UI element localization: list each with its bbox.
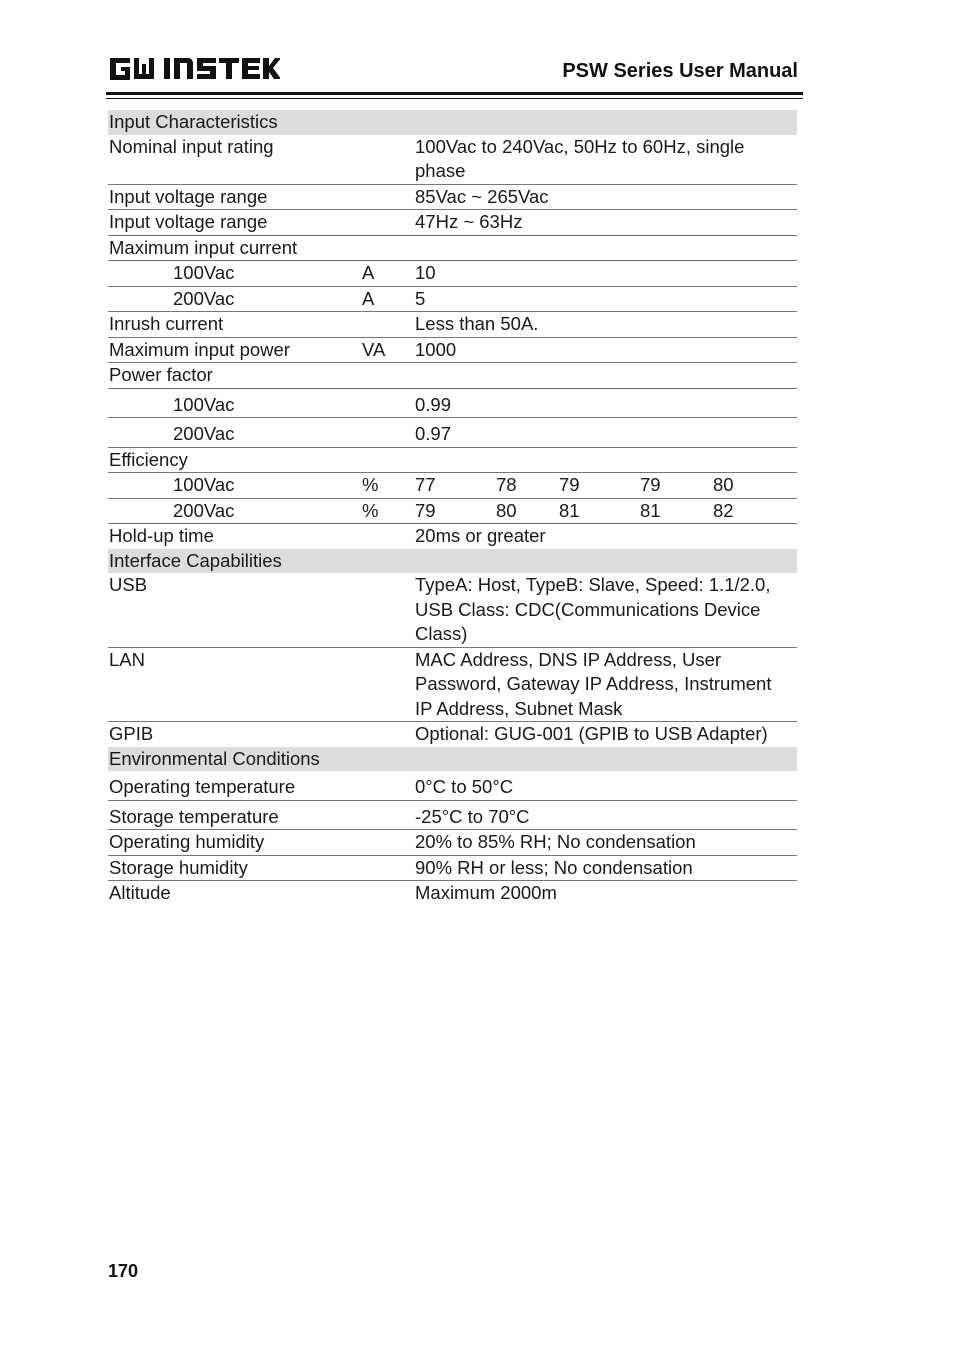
spec-label: Altitude [109, 882, 171, 903]
efficiency-value: 79 [558, 473, 639, 499]
spec-row [108, 312, 797, 338]
spec-unit: A [361, 286, 414, 312]
efficiency-value: 82 [712, 498, 797, 524]
header-rule-thin [106, 98, 803, 99]
spec-value: Maximum 2000m [415, 882, 557, 903]
section-row-input [108, 110, 797, 135]
spec-label: USB [108, 573, 414, 647]
spec-value: -25°C to 70°C [414, 800, 797, 830]
spec-value: 20ms or greater [415, 525, 546, 546]
spec-unit: A [361, 261, 414, 287]
section-row-environment [108, 747, 797, 772]
spec-unit: VA [361, 337, 414, 363]
spec-value: 10 [414, 261, 797, 287]
spec-row [108, 447, 797, 473]
spec-label: Hold-up time [109, 525, 214, 546]
spec-row [108, 363, 797, 389]
header-rule-thick [106, 92, 803, 95]
efficiency-value: 79 [414, 498, 495, 524]
spec-subrow [108, 388, 797, 418]
spec-label: Storage temperature [108, 800, 414, 830]
spec-sublabel: 100Vac [172, 473, 361, 499]
spec-label: GPIB [109, 723, 154, 744]
spec-value: 0°C to 50°C [414, 771, 797, 800]
spec-row [108, 573, 797, 647]
spec-value: Optional: GUG-001 (GPIB to USB Adapter) [415, 723, 768, 744]
spec-label: LAN [108, 647, 414, 722]
spec-subrow [108, 498, 797, 524]
spec-sublabel: 100Vac [172, 388, 361, 418]
spec-value: 20% to 85% RH; No condensation [414, 830, 797, 856]
spec-value: TypeA: Host, TypeB: Slave, Speed: 1.1/2.0, USB Class: CDC(Communications Device Class) [414, 573, 797, 647]
spec-label: Maximum input power [108, 337, 361, 363]
spec-row [108, 184, 797, 210]
spec-label: Operating temperature [108, 771, 414, 800]
spec-subrow [108, 473, 797, 499]
spec-sublabel: 200Vac [172, 286, 361, 312]
brand-logo [108, 54, 280, 84]
efficiency-value: 81 [639, 498, 712, 524]
spec-row [108, 647, 797, 722]
section-title: Interface Capabilities [108, 549, 797, 574]
spec-label: Power factor [108, 363, 797, 389]
spec-value: 0.99 [414, 388, 797, 418]
spec-value: 0.97 [414, 418, 797, 448]
spec-sublabel: 100Vac [172, 261, 361, 287]
spec-row [108, 855, 797, 881]
spec-subrow [108, 286, 797, 312]
spec-table [108, 110, 797, 906]
spec-row [108, 771, 797, 800]
spec-row [108, 830, 797, 856]
spec-value: 85Vac ~ 265Vac [414, 184, 797, 210]
spec-row [108, 337, 797, 363]
spec-row [108, 800, 797, 830]
spec-subrow [108, 261, 797, 287]
spec-label: Efficiency [108, 447, 797, 473]
efficiency-value: 78 [495, 473, 558, 499]
spec-label: Maximum input current [108, 235, 797, 261]
manual-title: PSW Series User Manual [562, 60, 798, 82]
spec-label: Input voltage range [108, 210, 414, 236]
spec-label: Input voltage range [108, 184, 414, 210]
spec-value: 90% RH or less; No condensation [414, 855, 797, 881]
section-row-interface [108, 549, 797, 574]
spec-row [108, 235, 797, 261]
efficiency-value: 80 [495, 498, 558, 524]
efficiency-value: 79 [639, 473, 712, 499]
spec-unit: % [361, 498, 414, 524]
page-number: 170 [108, 1261, 139, 1281]
spec-row [108, 210, 797, 236]
efficiency-value: 81 [558, 498, 639, 524]
spec-label: Storage humidity [108, 855, 414, 881]
spec-label: Nominal input rating [108, 135, 414, 185]
spec-value: 1000 [414, 337, 797, 363]
spec-value: 47Hz ~ 63Hz [414, 210, 797, 236]
spec-label: Inrush current [108, 312, 414, 338]
efficiency-value: 77 [414, 473, 495, 499]
spec-unit: % [361, 473, 414, 499]
section-title: Environmental Conditions [108, 747, 797, 772]
spec-label: Operating humidity [108, 830, 414, 856]
spec-value: Less than 50A. [414, 312, 797, 338]
spec-value: 5 [414, 286, 797, 312]
spec-row [108, 881, 797, 906]
spec-sublabel: 200Vac [172, 418, 361, 448]
spec-sublabel: 200Vac [172, 498, 361, 524]
spec-value: 100Vac to 240Vac, 50Hz to 60Hz, single phase [414, 135, 797, 185]
spec-subrow [108, 418, 797, 448]
section-title: Input Characteristics [108, 110, 797, 135]
spec-row [108, 524, 797, 549]
spec-row [108, 722, 797, 747]
spec-value: MAC Address, DNS IP Address, User Password, Gateway IP Address, Instrument IP Address, Subnet Mask [414, 647, 797, 722]
spec-row [108, 135, 797, 185]
efficiency-value: 80 [712, 473, 797, 499]
